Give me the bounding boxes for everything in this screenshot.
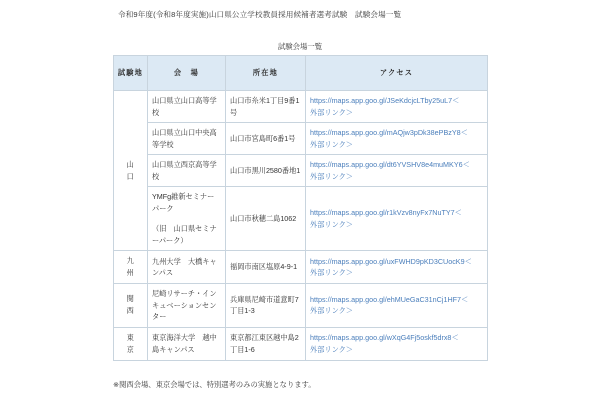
region-cell [114,251,148,284]
region-cell [114,327,148,360]
venue-name: 山口県立山口高等学校 [152,96,217,117]
access-cell [306,187,488,251]
venue-cell [148,284,226,328]
venue-former-name: （旧 山口県セミナーパーク） [152,224,217,245]
venue-cell [148,155,226,187]
venue-name: YMFg維新セミナーパーク [152,192,215,213]
venue-name: 東京海洋大学 越中島キャンパス [152,333,217,354]
footnote: ※関西会場、東京会場では、特別選考のみの実施となります。 [113,380,316,389]
map-link[interactable]: https://maps.app.goo.gl/JSeKdcjcLTby25uL7 [310,96,453,105]
map-link[interactable]: https://maps.app.goo.gl/mAQjw3pDk38ePBzY8 [310,128,461,137]
venue-cell [148,187,226,251]
map-link[interactable]: https://maps.app.goo.gl/dt6YVSHV8e4muMKY6 [310,160,463,169]
access-cell [306,91,488,123]
table-body [114,91,488,361]
table-row [114,123,488,155]
access-cell [306,284,488,328]
venue-name: 山口県立西京高等学校 [152,160,217,181]
venue-name: 尼崎リサーチ・インキュベーションセンター [152,289,217,321]
external-link-tag: ＜外部リンク＞ [310,96,460,117]
column-header-venue: 会 場 [148,56,226,91]
access-cell [306,155,488,187]
page-title: 令和9年度(令和8年度実施)山口県公立学校教員採用候補者選考試験 試験会場一覧 [118,10,402,19]
external-link-tag: ＜外部リンク＞ [310,128,468,149]
column-header-region: 試験地 [114,56,148,91]
table-row [114,187,488,251]
address-cell: 福岡市南区塩原4-9-1 [226,251,306,284]
venue-cell [148,123,226,155]
table-row [114,327,488,360]
access-cell [306,123,488,155]
table-caption: 試験会場一覧 [277,42,323,51]
external-link-tag: ＜外部リンク＞ [310,294,469,316]
venue-name: 山口県立山口中央高等学校 [152,128,217,149]
venue-cell [148,327,226,360]
map-link[interactable]: https://maps.app.goo.gl/wXqG4Fj5oskf5drx8 [310,333,452,342]
column-header-address: 所在地 [226,56,306,91]
table-header [114,56,488,91]
venue-name: 九州大学 大橋キャンパス [152,256,217,277]
external-link-tag: ＜外部リンク＞ [310,256,472,277]
address-cell: 山口市黒川2580番地1 [226,155,306,187]
exam-venue-table [113,55,488,361]
region-label: 東京 [126,332,135,354]
address-cell: 山口市秋穂二島1062 [226,187,306,251]
external-link-tag: ＜外部リンク＞ [310,208,462,229]
table-row [114,91,488,123]
region-label: 関西 [126,294,135,316]
column-header-access: アクセス [306,56,488,91]
address-cell: 東京都江東区越中島2丁目1-6 [226,327,306,360]
access-cell [306,327,488,360]
region-cell [114,91,148,251]
venue-cell [148,251,226,284]
access-cell [306,251,488,284]
map-link[interactable]: https://maps.app.goo.gl/r1kVzv8nyFx7NuTY7 [310,208,455,217]
external-link-tag: ＜外部リンク＞ [310,333,459,354]
table-row [114,284,488,328]
table-row [114,155,488,187]
table-row [114,251,488,284]
region-cell [114,284,148,328]
table-header-row [114,56,488,91]
address-cell: 山口市糸米1丁目9番1号 [226,91,306,123]
region-label: 九州 [126,256,135,277]
venue-cell [148,91,226,123]
map-link[interactable]: https://maps.app.goo.gl/uxFWHD9pKD3CUocK9 [310,256,465,266]
external-link-tag: ＜外部リンク＞ [310,160,470,181]
map-link[interactable]: https://maps.app.goo.gl/ehMUeGaC31nCj1HF7 [310,294,462,304]
address-cell: 山口市宮島町6番1号 [226,123,306,155]
region-label: 山口 [126,159,135,181]
address-cell: 兵庫県尼崎市道意町7丁目1-3 [226,284,306,328]
